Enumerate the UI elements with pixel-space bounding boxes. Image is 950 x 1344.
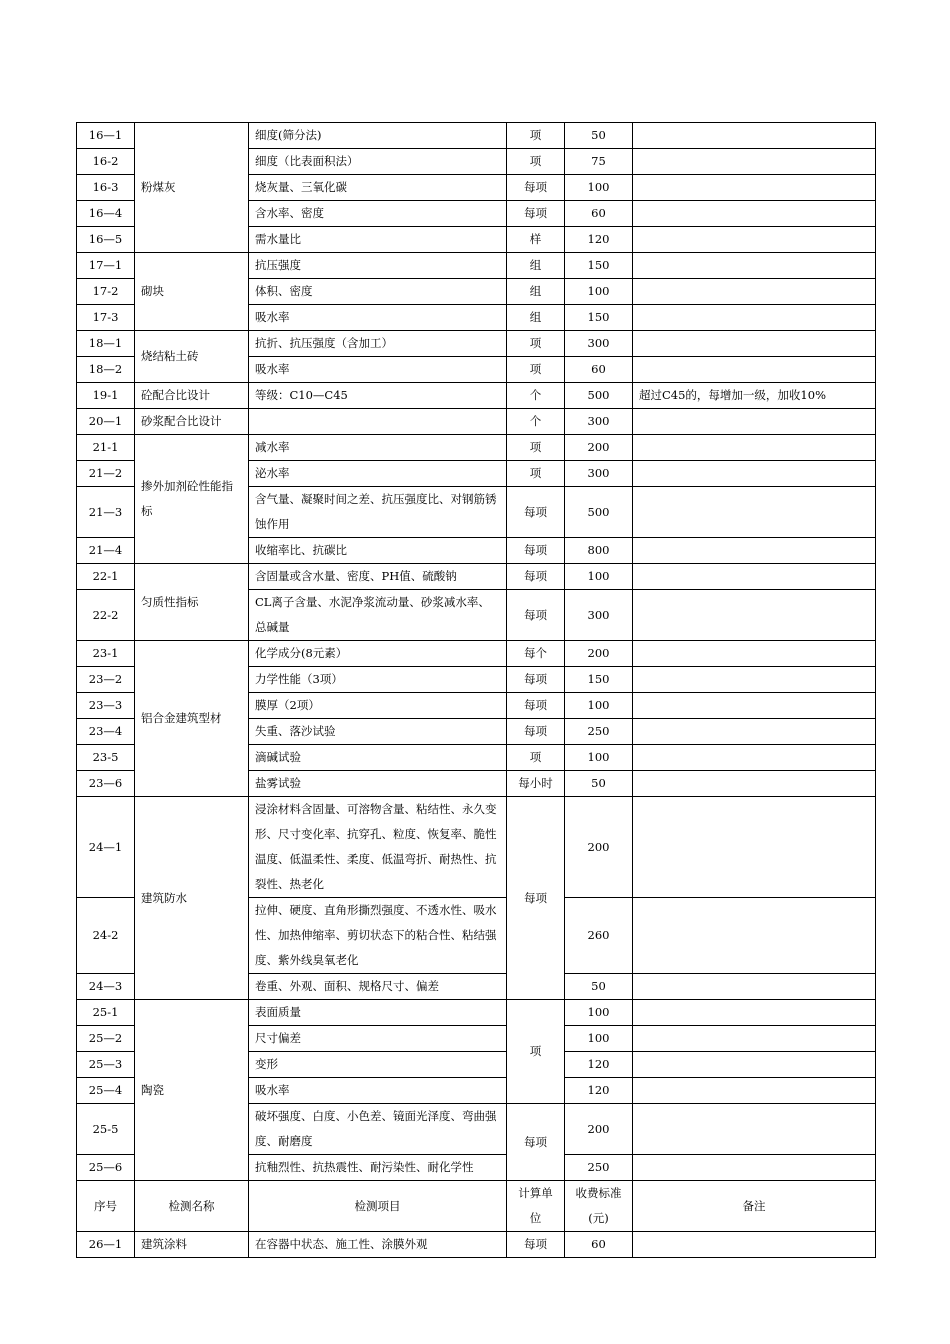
unit-cell: 项 bbox=[507, 123, 565, 149]
unit-cell: 项 bbox=[507, 357, 565, 383]
note-cell bbox=[633, 641, 876, 667]
note-cell bbox=[633, 564, 876, 590]
seq-cell: 17-3 bbox=[77, 305, 135, 331]
note-cell bbox=[633, 797, 876, 898]
unit-cell: 项 bbox=[507, 331, 565, 357]
seq-cell: 23-1 bbox=[77, 641, 135, 667]
seq-cell: 26—1 bbox=[77, 1232, 135, 1258]
fee-cell: 300 bbox=[565, 331, 633, 357]
unit-cell: 项 bbox=[507, 1000, 565, 1104]
fee-cell: 300 bbox=[565, 590, 633, 641]
fee-cell: 100 bbox=[565, 1000, 633, 1026]
table-row bbox=[77, 123, 876, 149]
name-cell: 掺外加剂砼性能指标 bbox=[135, 435, 249, 564]
item-cell: 盐雾试验 bbox=[249, 771, 507, 797]
note-cell bbox=[633, 590, 876, 641]
seq-cell: 16-3 bbox=[77, 175, 135, 201]
item-cell: 化学成分(8元素） bbox=[249, 641, 507, 667]
item-cell: 含水率、密度 bbox=[249, 201, 507, 227]
fee-cell: 120 bbox=[565, 1078, 633, 1104]
item-cell: 减水率 bbox=[249, 435, 507, 461]
item-cell: 浸涂材料含固量、可溶物含量、粘结性、永久变形、尺寸变化率、抗穿孔、粒度、恢复率、脆性温度、低温柔性、柔度、低温弯折、耐热性、抗裂性、热老化 bbox=[249, 797, 507, 898]
table-row bbox=[77, 253, 876, 279]
seq-cell: 25-5 bbox=[77, 1104, 135, 1155]
unit-cell: 每项 bbox=[507, 1232, 565, 1258]
item-cell: 在容器中状态、施工性、涂膜外观 bbox=[249, 1232, 507, 1258]
table-row bbox=[77, 564, 876, 590]
seq-cell: 18—1 bbox=[77, 331, 135, 357]
seq-cell: 22-1 bbox=[77, 564, 135, 590]
note-cell bbox=[633, 331, 876, 357]
item-cell: 需水量比 bbox=[249, 227, 507, 253]
seq-cell: 25—3 bbox=[77, 1052, 135, 1078]
fee-cell: 250 bbox=[565, 719, 633, 745]
name-cell: 匀质性指标 bbox=[135, 564, 249, 641]
seq-cell: 25—2 bbox=[77, 1026, 135, 1052]
seq-cell: 21—3 bbox=[77, 487, 135, 538]
table-row bbox=[77, 435, 876, 461]
seq-cell: 17-2 bbox=[77, 279, 135, 305]
unit-cell: 每项 bbox=[507, 201, 565, 227]
unit-cell: 项 bbox=[507, 149, 565, 175]
note-cell bbox=[633, 1155, 876, 1181]
seq-cell: 23—2 bbox=[77, 667, 135, 693]
item-cell: 滴碱试验 bbox=[249, 745, 507, 771]
header-name: 检测名称 bbox=[135, 1181, 249, 1232]
seq-cell: 17—1 bbox=[77, 253, 135, 279]
name-cell: 烧结粘土砖 bbox=[135, 331, 249, 383]
item-cell: 吸水率 bbox=[249, 305, 507, 331]
unit-cell: 每项 bbox=[507, 667, 565, 693]
note-cell bbox=[633, 175, 876, 201]
note-cell bbox=[633, 898, 876, 974]
note-cell bbox=[633, 305, 876, 331]
item-cell: 破坏强度、白度、小色差、镜面光泽度、弯曲强度、耐磨度 bbox=[249, 1104, 507, 1155]
note-cell bbox=[633, 1026, 876, 1052]
note-cell bbox=[633, 435, 876, 461]
item-cell: CL离子含量、水泥净浆流动量、砂浆减水率、总碱量 bbox=[249, 590, 507, 641]
item-cell: 吸水率 bbox=[249, 357, 507, 383]
fee-table bbox=[76, 122, 876, 1258]
item-cell: 力学性能（3项） bbox=[249, 667, 507, 693]
unit-cell: 每项 bbox=[507, 564, 565, 590]
name-cell: 建筑涂料 bbox=[135, 1232, 249, 1258]
item-cell: 泌水率 bbox=[249, 461, 507, 487]
fee-cell: 250 bbox=[565, 1155, 633, 1181]
note-cell: 超过C45的，每增加一级，加收10% bbox=[633, 383, 876, 409]
unit-cell: 每项 bbox=[507, 719, 565, 745]
note-cell bbox=[633, 771, 876, 797]
item-cell: 表面质量 bbox=[249, 1000, 507, 1026]
fee-cell: 260 bbox=[565, 898, 633, 974]
fee-cell: 75 bbox=[565, 149, 633, 175]
name-cell: 铝合金建筑型材 bbox=[135, 641, 249, 797]
seq-cell: 25—6 bbox=[77, 1155, 135, 1181]
unit-cell: 每项 bbox=[507, 538, 565, 564]
unit-cell: 每项 bbox=[507, 175, 565, 201]
item-cell: 吸水率 bbox=[249, 1078, 507, 1104]
seq-cell: 25-1 bbox=[77, 1000, 135, 1026]
seq-cell: 16—5 bbox=[77, 227, 135, 253]
header-item: 检测项目 bbox=[249, 1181, 507, 1232]
item-cell: 含固量或含水量、密度、PH值、硫酸钠 bbox=[249, 564, 507, 590]
unit-cell: 项 bbox=[507, 745, 565, 771]
table-row bbox=[77, 797, 876, 898]
item-cell: 拉伸、硬度、直角形撕烈强度、不透水性、吸水性、加热伸缩率、剪切状态下的粘合性、粘结强度、紫外线臭氧老化 bbox=[249, 898, 507, 974]
unit-cell: 每项 bbox=[507, 487, 565, 538]
seq-cell: 19-1 bbox=[77, 383, 135, 409]
unit-cell: 组 bbox=[507, 305, 565, 331]
fee-cell: 300 bbox=[565, 461, 633, 487]
seq-cell: 23-5 bbox=[77, 745, 135, 771]
note-cell bbox=[633, 227, 876, 253]
seq-cell: 21—2 bbox=[77, 461, 135, 487]
table-row bbox=[77, 641, 876, 667]
table-row bbox=[77, 409, 876, 435]
note-cell bbox=[633, 745, 876, 771]
table-row bbox=[77, 383, 876, 409]
item-cell: 含气量、凝聚时间之差、抗压强度比、对钢筋锈蚀作用 bbox=[249, 487, 507, 538]
fee-cell: 50 bbox=[565, 123, 633, 149]
item-cell: 烧灰量、三氧化碳 bbox=[249, 175, 507, 201]
seq-cell: 24—1 bbox=[77, 797, 135, 898]
fee-cell: 100 bbox=[565, 175, 633, 201]
fee-cell: 200 bbox=[565, 435, 633, 461]
header-note: 备注 bbox=[633, 1181, 876, 1232]
unit-cell: 样 bbox=[507, 227, 565, 253]
table-row bbox=[77, 331, 876, 357]
seq-cell: 23—6 bbox=[77, 771, 135, 797]
fee-cell: 200 bbox=[565, 1104, 633, 1155]
item-cell: 膜厚（2项） bbox=[249, 693, 507, 719]
fee-cell: 100 bbox=[565, 1026, 633, 1052]
note-cell bbox=[633, 201, 876, 227]
note-cell bbox=[633, 538, 876, 564]
seq-cell: 24-2 bbox=[77, 898, 135, 974]
seq-cell: 18—2 bbox=[77, 357, 135, 383]
name-cell: 建筑防水 bbox=[135, 797, 249, 1000]
unit-cell: 每项 bbox=[507, 1104, 565, 1181]
fee-cell: 100 bbox=[565, 745, 633, 771]
unit-cell: 每小时 bbox=[507, 771, 565, 797]
table-row bbox=[77, 1232, 876, 1258]
note-cell bbox=[633, 1078, 876, 1104]
seq-cell: 21—4 bbox=[77, 538, 135, 564]
fee-cell: 60 bbox=[565, 201, 633, 227]
fee-cell: 500 bbox=[565, 487, 633, 538]
unit-cell: 个 bbox=[507, 409, 565, 435]
unit-cell: 个 bbox=[507, 383, 565, 409]
fee-cell: 500 bbox=[565, 383, 633, 409]
note-cell bbox=[633, 279, 876, 305]
item-cell: 卷重、外观、面积、规格尺寸、偏差 bbox=[249, 974, 507, 1000]
note-cell bbox=[633, 719, 876, 745]
fee-cell: 60 bbox=[565, 357, 633, 383]
header-unit: 计算单位 bbox=[507, 1181, 565, 1232]
seq-cell: 22-2 bbox=[77, 590, 135, 641]
fee-cell: 50 bbox=[565, 771, 633, 797]
note-cell bbox=[633, 357, 876, 383]
item-cell: 收缩率比、抗碳比 bbox=[249, 538, 507, 564]
item-cell: 细度(筛分法) bbox=[249, 123, 507, 149]
note-cell bbox=[633, 149, 876, 175]
note-cell bbox=[633, 409, 876, 435]
item-cell: 细度（比表面积法） bbox=[249, 149, 507, 175]
seq-cell: 25—4 bbox=[77, 1078, 135, 1104]
unit-cell: 每个 bbox=[507, 641, 565, 667]
note-cell bbox=[633, 1232, 876, 1258]
seq-cell: 24—3 bbox=[77, 974, 135, 1000]
seq-cell: 20—1 bbox=[77, 409, 135, 435]
seq-cell: 21-1 bbox=[77, 435, 135, 461]
fee-cell: 120 bbox=[565, 227, 633, 253]
fee-cell: 60 bbox=[565, 1232, 633, 1258]
seq-cell: 16-2 bbox=[77, 149, 135, 175]
fee-cell: 120 bbox=[565, 1052, 633, 1078]
note-cell bbox=[633, 667, 876, 693]
note-cell bbox=[633, 974, 876, 1000]
fee-cell: 150 bbox=[565, 305, 633, 331]
name-cell: 粉煤灰 bbox=[135, 123, 249, 253]
fee-cell: 150 bbox=[565, 253, 633, 279]
note-cell bbox=[633, 693, 876, 719]
note-cell bbox=[633, 1104, 876, 1155]
item-cell: 变形 bbox=[249, 1052, 507, 1078]
note-cell bbox=[633, 461, 876, 487]
fee-cell: 100 bbox=[565, 279, 633, 305]
unit-cell: 项 bbox=[507, 435, 565, 461]
unit-cell: 每项 bbox=[507, 590, 565, 641]
item-cell: 失重、落沙试验 bbox=[249, 719, 507, 745]
note-cell bbox=[633, 253, 876, 279]
item-cell: 等级：C10—C45 bbox=[249, 383, 507, 409]
fee-cell: 100 bbox=[565, 693, 633, 719]
name-cell: 砌块 bbox=[135, 253, 249, 331]
fee-cell: 100 bbox=[565, 564, 633, 590]
seq-cell: 23—4 bbox=[77, 719, 135, 745]
fee-cell: 200 bbox=[565, 641, 633, 667]
header-fee: 收费标准(元) bbox=[565, 1181, 633, 1232]
item-cell: 抗釉烈性、抗热震性、耐污染性、耐化学性 bbox=[249, 1155, 507, 1181]
name-cell: 砂浆配合比设计 bbox=[135, 409, 249, 435]
unit-cell: 项 bbox=[507, 461, 565, 487]
note-cell bbox=[633, 1000, 876, 1026]
item-cell: 体积、密度 bbox=[249, 279, 507, 305]
note-cell bbox=[633, 123, 876, 149]
table-row bbox=[77, 1000, 876, 1026]
item-cell: 抗折、抗压强度（含加工） bbox=[249, 331, 507, 357]
item-cell: 抗压强度 bbox=[249, 253, 507, 279]
item-cell: 尺寸偏差 bbox=[249, 1026, 507, 1052]
note-cell bbox=[633, 1052, 876, 1078]
seq-cell: 16—1 bbox=[77, 123, 135, 149]
fee-cell: 150 bbox=[565, 667, 633, 693]
unit-cell: 组 bbox=[507, 279, 565, 305]
name-cell: 砼配合比设计 bbox=[135, 383, 249, 409]
fee-cell: 800 bbox=[565, 538, 633, 564]
name-cell: 陶瓷 bbox=[135, 1000, 249, 1181]
seq-cell: 23—3 bbox=[77, 693, 135, 719]
unit-cell: 组 bbox=[507, 253, 565, 279]
fee-cell: 50 bbox=[565, 974, 633, 1000]
unit-cell: 每项 bbox=[507, 797, 565, 1000]
item-cell bbox=[249, 409, 507, 435]
seq-cell: 16—4 bbox=[77, 201, 135, 227]
note-cell bbox=[633, 487, 876, 538]
header-seq: 序号 bbox=[77, 1181, 135, 1232]
unit-cell: 每项 bbox=[507, 693, 565, 719]
fee-cell: 300 bbox=[565, 409, 633, 435]
fee-cell: 200 bbox=[565, 797, 633, 898]
header-row bbox=[77, 1181, 876, 1232]
